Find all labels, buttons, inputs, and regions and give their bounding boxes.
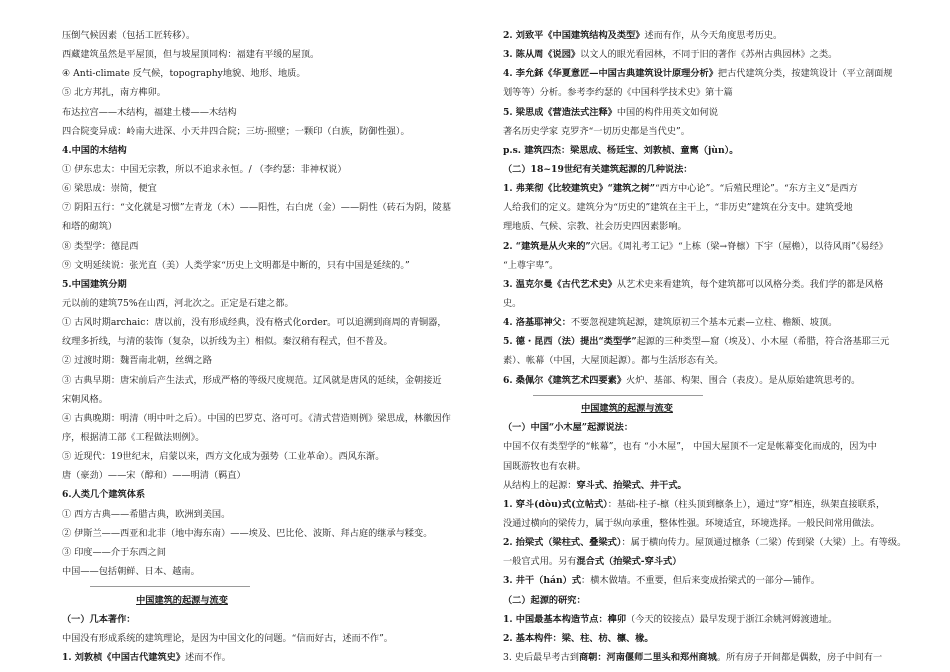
line-text: 中国的构件用英文如何说 (616, 106, 718, 118)
line-text: 不要忽视建筑起源，建筑原初三个基本元素—立柱、檐额、坡顶。 (570, 317, 838, 329)
text-line: 没通过横向的梁传力，属于纵向承重，整体性强。环境适宜，环境选择。一般民间常用做法。 (503, 518, 880, 530)
section-title: 中国建筑的起源与流变 (581, 403, 673, 415)
text-line: 中国没有形成系统的建筑理论，是因为中国文化的问题。“信而好古，述而不作”。 (62, 632, 393, 644)
text-line: 中国不仅有类型学的“帐幕”，也有 “小木屋”， 中国大屋顶不一定是帐幕变化而成的，因为中 (503, 441, 877, 453)
text-line: 划等等）分析。参考李约瑟的《中国科学技术史》第十篇 (503, 87, 733, 99)
section-heading: （二）18~19世纪有关建筑起源的几种说法： (503, 163, 693, 175)
line-text: 火炉、基部、构架、围合（表皮）。是从原始建筑思考的。 (626, 374, 861, 386)
text-line (503, 371, 921, 390)
line-lead: 2. 抬梁式（梁柱式、叠梁式） (503, 537, 622, 549)
text-line: ⑧ 类型学：德昆西 (62, 240, 139, 252)
text-line (503, 26, 921, 45)
section-heading: p.s. 建筑四杰：梁思成、杨廷宝、刘敦桢、童寯（jùn）。 (503, 144, 739, 156)
line-text: 穴居。《周礼考工记》“上栋（梁→脊檩）下宇（屋檐），以待风雨”《易经》 (590, 240, 888, 252)
text-line: 序，根据清工部《工程做法则例》。 (62, 431, 205, 443)
text-line: ⑤ 北方邦扎，南方榫卯。 (62, 87, 166, 99)
text-line (503, 495, 921, 514)
text-line: 布达拉宫——木结构，福建土楼——木结构 (62, 106, 237, 118)
text-line: 理地质、气候、宗教、社会历史四因素影响。 (503, 221, 687, 233)
text-line: 宋朝风格。 (62, 393, 108, 405)
section-heading: （一）中国“小木屋”起源说法： (503, 422, 634, 434)
line-text: 述而不作。 (185, 652, 231, 663)
text-line: ⑥ 梁思成：崇简，便宜 (62, 183, 157, 195)
line-lead: 3. 温克尔曼《古代艺术史》 (503, 278, 617, 290)
line-text: 从艺术史来看建筑，每个建筑都可以风格分类。我们学的都是风格 (616, 278, 884, 290)
text-line: 西藏建筑虽然是平屋顶，但与坡屋顶同构：福建有平缓的屋顶。 (62, 49, 320, 61)
text-line: 国既游牧也有农耕。 (503, 460, 586, 472)
text-line: 纹理多折线，与清的装饰（复杂，以折线为主）相似。秦汉稍有程式，但不普及。 (62, 336, 393, 348)
text-line: 唐（豪劲）——宋（醇和）——明清（羁直） (62, 470, 246, 482)
text-line: 和塔的砌筑） (62, 221, 118, 233)
text-line (503, 648, 921, 667)
line-text: 把古代建筑分类，按建筑设计（平立剖面规 (717, 68, 893, 80)
text-line: 四合院变异成：岭南大进深、小天井四合院；三坊-照壁；一颗印（白族，防御性强）。 (62, 125, 410, 137)
text-line: ⑦ 阴阳五行：“文化就是习惯”左青龙（木）——阳性，右白虎（金）——阴性（砖石为阴，陵墓 (62, 202, 452, 214)
section-title: 中国建筑的起源与流变 (136, 594, 228, 606)
text-line (503, 64, 921, 83)
text-line (503, 45, 921, 64)
text-line (503, 571, 921, 590)
section-heading: 2. 基本构件：梁、柱、枋、檩、椽。 (503, 632, 654, 644)
text-line: 人给我们的定义。建筑分为“历史的”建筑在主干上，“非历史”建筑在分支中。建筑受地 (503, 202, 853, 214)
section-heading: 6.人类几个建筑体系 (62, 489, 146, 501)
line-lead: 3. 史后最早考古到 (503, 652, 579, 663)
line-tail: 。所有房子开间都是偶数，房子中间有一 (716, 652, 883, 663)
text-line: ⑨ 文明延续说：张光直（美）人类学家“历史上文明都是中断的，只有中国是延续的。” (62, 259, 410, 271)
section-heading: （二）起源的研究： (503, 594, 586, 606)
text-line: ③ 印度——介于东西之间 (62, 546, 166, 558)
section-divider (503, 390, 921, 400)
line-lead: 3. 陈从周《说园》 (503, 49, 581, 61)
text-line: ② 过渡时期：魏晋南北朝，丝绸之路 (62, 355, 212, 367)
line-lead: 1. 穿斗(dòu)式(立帖式） (503, 498, 608, 510)
text-line (62, 648, 480, 667)
section-heading: 5.中国建筑分期 (62, 278, 127, 290)
text-line: ② 伊斯兰——西亚和北非（地中海东南）——埃及、巴比伦、波斯、拜占庭的继承与糅变。 (62, 527, 433, 539)
line-text: 混合式（抬梁式-穿斗式） (576, 556, 682, 568)
line-lead: 一般官式用。另有 (503, 556, 577, 568)
text-line: ① 古风时期archaic：唐以前，没有形成经典，没有格式化order。可以追溯到商周的青铜器， (62, 317, 447, 329)
line-text: 以文人的眼光看园林，不同于旧的著作《苏州古典园林》之类。 (580, 49, 838, 61)
text-line: 史。 (503, 297, 522, 309)
line-lead: 5. 梁思成《营造法式注释》 (503, 106, 617, 118)
line-lead: 4. 李允鉌《华夏意匠—中国古典建筑设计原理分析》 (503, 68, 718, 80)
text-line: “上尊宇卑”。 (503, 259, 559, 271)
line-lead: 2. 刘致平《中国建筑结构及类型》 (503, 30, 645, 41)
line-lead: 5. 德・昆西（法）提出“类型学” (503, 336, 637, 348)
line-lead: 2. “建筑是从火来的” (503, 240, 591, 252)
text-line (503, 533, 921, 552)
text-line: 中国——包括朝鲜、日本、越南。 (62, 565, 200, 577)
text-line: 著名历史学家 克罗齐“一切历史都是当代史”。 (503, 125, 690, 137)
text-line (503, 179, 921, 198)
text-line (503, 313, 921, 332)
line-text: 述而有作，从今天角度思考历史。 (644, 30, 783, 41)
text-line: ③ 古典早期：唐宋前后产生法式，形成严格的等级尺度规范。辽风就是唐风的延续，金朝接近 (62, 374, 442, 386)
text-line (503, 332, 921, 351)
text-line (503, 237, 921, 256)
line-lead: 1. 刘敦桢《中国古代建筑史》 (62, 652, 186, 663)
text-line (503, 552, 921, 571)
line-lead: 4. 洛基耶神父： (503, 317, 571, 329)
line-text: ：基础-柱子-檩（柱头顶到檩条上），通过“穿”相连，纵架直接联系， (607, 498, 886, 510)
line-text: 穿斗式、抬梁式、井干式。 (576, 479, 687, 491)
text-line: ① 西方古典——希腊古典，欧洲到美国。 (62, 508, 231, 520)
line-text: 起源的三种类型—窟（埃及）、小木屋（希腊，符合洛基耶三元 (636, 336, 890, 348)
text-line: 元以前的建筑75%在山西，河北次之。正定是石建之都。 (62, 297, 294, 309)
section-heading: 4.中国的木结构 (62, 144, 127, 156)
left-column (62, 26, 480, 667)
line-lead: 3. 井干（hán）式 (503, 575, 582, 587)
line-text: ：属于横向传力。屋顶通过檩条（二梁）传到梁（大梁）上。有等级。 (621, 537, 907, 549)
text-line (503, 476, 921, 495)
section-heading: （一）几本著作： (62, 613, 136, 625)
text-line: 素）、帐幕（中国，大屋顶起源）。都与生活形态有关。 (503, 355, 724, 367)
text-line: ④ Anti-climate 反气候，topography地貌、地形、地质。 (62, 68, 306, 80)
line-lead: 从结构上的起源： (503, 479, 577, 491)
text-line: ④ 古典晚期：明清（明中叶之后）。中国的巴罗克、洛可可。《清式营造则例》梁思成，林徽因作 (62, 412, 451, 424)
right-column (503, 26, 921, 667)
text-line (503, 275, 921, 294)
text-line (503, 103, 921, 122)
section-divider (62, 581, 480, 591)
line-text: ：横木做墙。不重要，但后来变成抬梁式的一部分—铺作。 (581, 575, 820, 587)
text-line: ① 伊东忠太：中国无宗教，所以不追求永恒。/ （李约瑟：非神权说） (62, 163, 347, 175)
line-lead: 6. 桑佩尔《建筑艺术四要素》 (503, 374, 627, 386)
line-text: （今天的铰接点）最早发现于浙江余姚河姆渡遗址。 (626, 613, 838, 625)
text-line: 压倒气候因素（包括工匠转移）。 (62, 30, 196, 41)
text-line: ⑤ 近现代：19世纪末，启蒙以来，西方文化成为强势（工业革命）。西风东渐。 (62, 451, 385, 463)
line-lead: 1. 中国最基本构造节点：榫卯 (503, 613, 627, 625)
text-line (503, 610, 921, 629)
line-text: “西方中心论”。“后殖民理论”。“东方主义”是西方 (654, 183, 858, 195)
line-lead: 1. 弗莱彻《比较建筑史》“建筑之树” (503, 183, 655, 195)
line-text: 商朝：河南偃师二里头和郑州商城 (579, 652, 717, 663)
